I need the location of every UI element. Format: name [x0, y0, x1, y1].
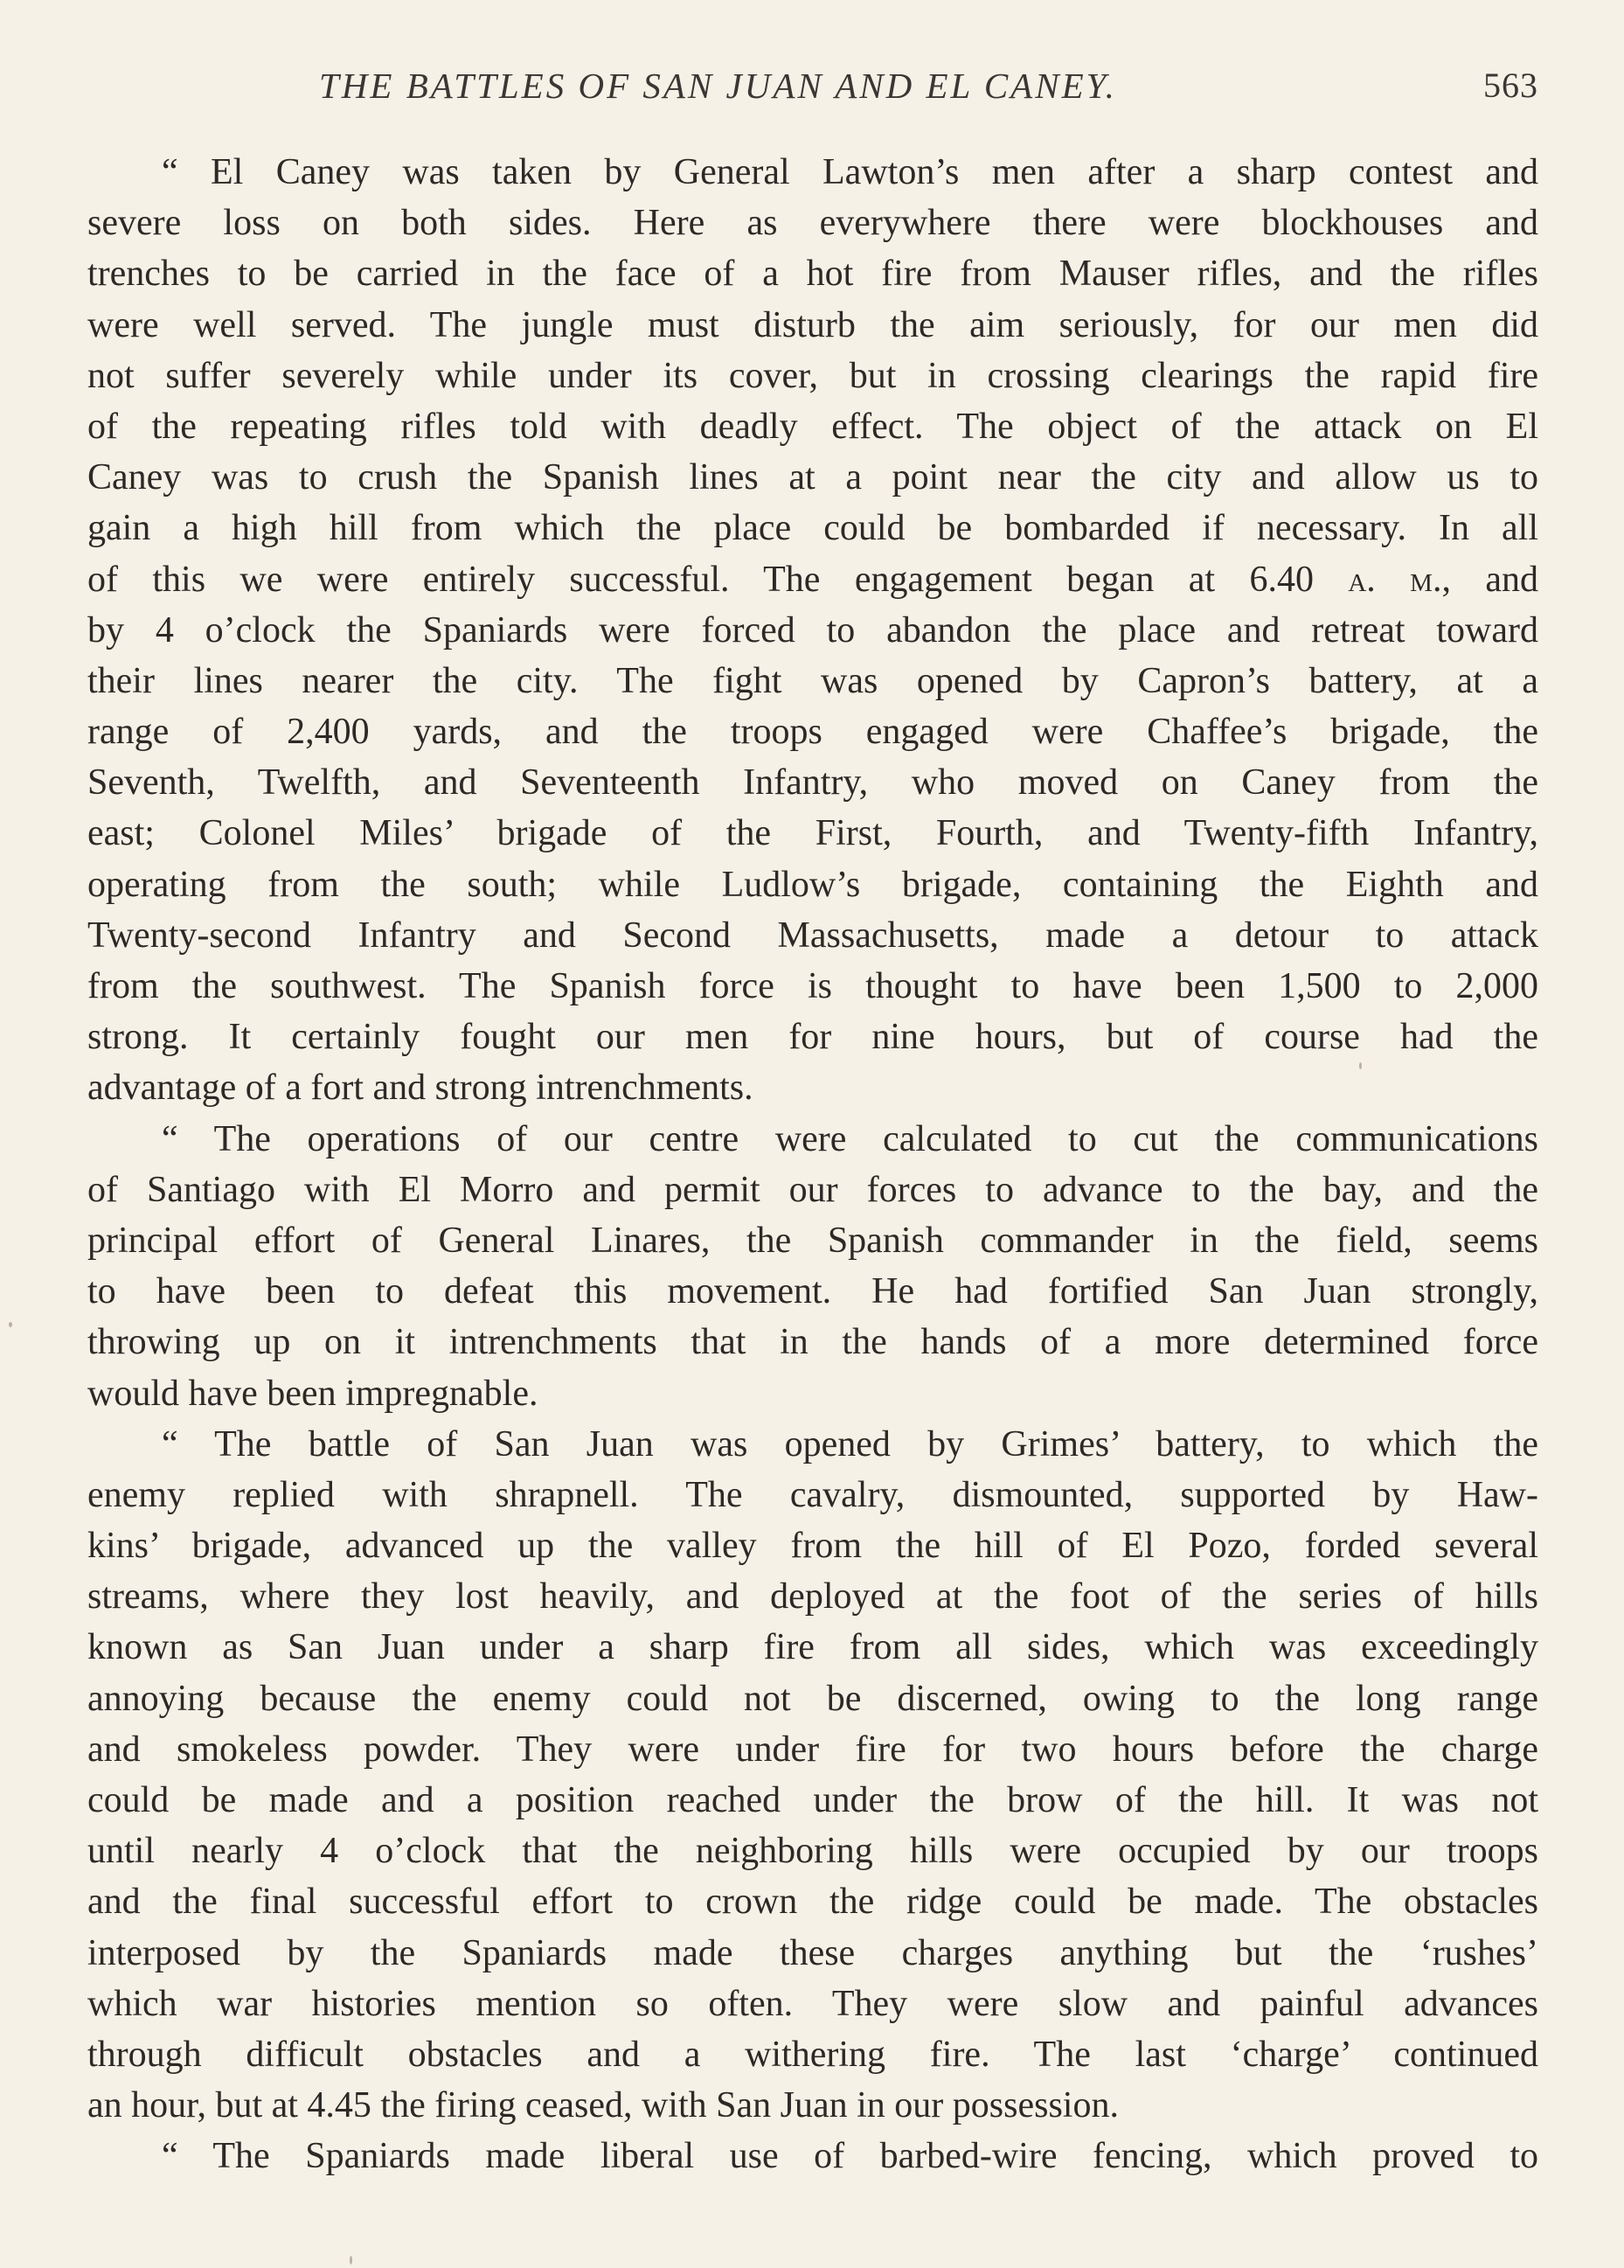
text-line: “ El Caney was taken by General Lawton’s men after a sharp contest and	[162, 152, 1538, 192]
text-line: were well served. The jungle must disturb the aim seriously, for our men did	[87, 304, 1538, 345]
text-line: advantage of a fort and strong intrenchments.	[87, 1068, 753, 1109]
text-line: east; Colonel Miles’ brigade of the First, Fourth, and Twenty-fifth Infantry,	[87, 813, 1538, 854]
text-line: Caney was to crush the Spanish lines at a point near the city and allow us to	[87, 457, 1538, 498]
text-line: operating from the south; while Ludlow’s brigade, containing the Eighth and	[87, 864, 1538, 905]
paragraph-centre-operations	[87, 1114, 1538, 1419]
text-line: gain a high hill from which the place could be bombarded if necessary. In all	[87, 508, 1538, 549]
text-line: not suffer severely while under its cover, but in crossing clearings the rapid fire	[87, 355, 1538, 396]
text-line: until nearly 4 o’clock that the neighboring hills were occupied by our troops	[87, 1831, 1538, 1872]
text-line: throwing up on it intrenchments that in the hands of a more determined force	[87, 1322, 1538, 1363]
text-line: to have been to defeat this movement. He had fortified San Juan strongly,	[87, 1271, 1538, 1312]
text-line: known as San Juan under a sharp fire from all sides, which was exceedingly	[87, 1627, 1538, 1668]
text-line: kins’ brigade, advanced up the valley from the hill of El Pozo, forded several	[87, 1526, 1538, 1567]
page-number: 563	[1483, 66, 1538, 105]
text-line: and the final successful effort to crown the ridge could be made. The obstacles	[87, 1882, 1538, 1923]
text-line: of this we were entirely successful. The engagement began at 6.40 a. m., and	[87, 559, 1538, 600]
text-line: “ The operations of our centre were calculated to cut the communications	[162, 1118, 1538, 1159]
text-line: through difficult obstacles and a withering fire. The last ‘charge’ continued	[87, 2034, 1538, 2075]
paragraph-barbed-wire	[87, 2131, 1538, 2181]
running-head	[87, 65, 1538, 117]
text-line: principal effort of General Linares, the Spanish commander in the field, seems	[87, 1220, 1538, 1261]
text-line: trenches to be carried in the face of a hot fire from Mauser rifles, and the rifles	[87, 254, 1538, 295]
running-title: THE BATTLES OF SAN JUAN AND EL CANEY.	[319, 66, 1117, 106]
time-abbreviation: a. m.	[1348, 559, 1442, 600]
text-line: interposed by the Spaniards made these charges anything but the ‘rushes’	[87, 1932, 1538, 1973]
text-line: their lines nearer the city. The fight was opened by Capron’s battery, at a	[87, 660, 1538, 701]
text-line: of Santiago with El Morro and permit our forces to advance to the bay, and the	[87, 1169, 1538, 1210]
text-line: annoying because the enemy could not be discerned, owing to the long range	[87, 1678, 1538, 1719]
paper-speck	[9, 1322, 12, 1327]
text-line: Twenty-second Infantry and Second Massachusetts, made a detour to attack	[87, 915, 1538, 956]
text-line: “ The Spaniards made liberal use of barbed-wire fencing, which proved to	[162, 2136, 1538, 2177]
text-line: streams, where they lost heavily, and deployed at the foot of the series of hills	[87, 1576, 1538, 1618]
text-line: of the repeating rifles told with deadly effect. The object of the attack on El	[87, 406, 1538, 447]
text-line: range of 2,400 yards, and the troops engaged were Chaffee’s brigade, the	[87, 712, 1538, 753]
text-line: “ The battle of San Juan was opened by Grimes’ battery, to which the	[162, 1423, 1538, 1464]
text-line: an hour, but at 4.45 the firing ceased, with San Juan in our possession.	[87, 2085, 1119, 2126]
paragraph-el-caney	[87, 147, 1538, 1114]
text-line: and smokeless powder. They were under fire for two hours before the charge	[87, 1729, 1538, 1770]
text-line: severe loss on both sides. Here as everywhere there were blockhouses and	[87, 203, 1538, 244]
paper-speck	[350, 2256, 352, 2265]
text-line: by 4 o’clock the Spaniards were forced to abandon the place and retreat toward	[87, 609, 1538, 650]
text-line: strong. It certainly fought our men for nine hours, but of course had the	[87, 1017, 1538, 1058]
paragraph-san-juan-battle	[87, 1419, 1538, 2132]
paper-speck	[1359, 1062, 1362, 1069]
text-line: could be made and a position reached under the brow of the hill. It was not	[87, 1780, 1538, 1820]
text-line: enemy replied with shrapnell. The cavalry, dismounted, supported by Haw-	[87, 1474, 1538, 1515]
body-text	[87, 147, 1538, 2182]
text-line: Seventh, Twelfth, and Seventeenth Infantry, who moved on Caney from the	[87, 762, 1538, 804]
text-line: from the southwest. The Spanish force is thought to have been 1,500 to 2,000	[87, 966, 1538, 1006]
text-line: would have been impregnable.	[87, 1373, 538, 1414]
text-line: which war histories mention so often. They were slow and painful advances	[87, 1983, 1538, 2024]
